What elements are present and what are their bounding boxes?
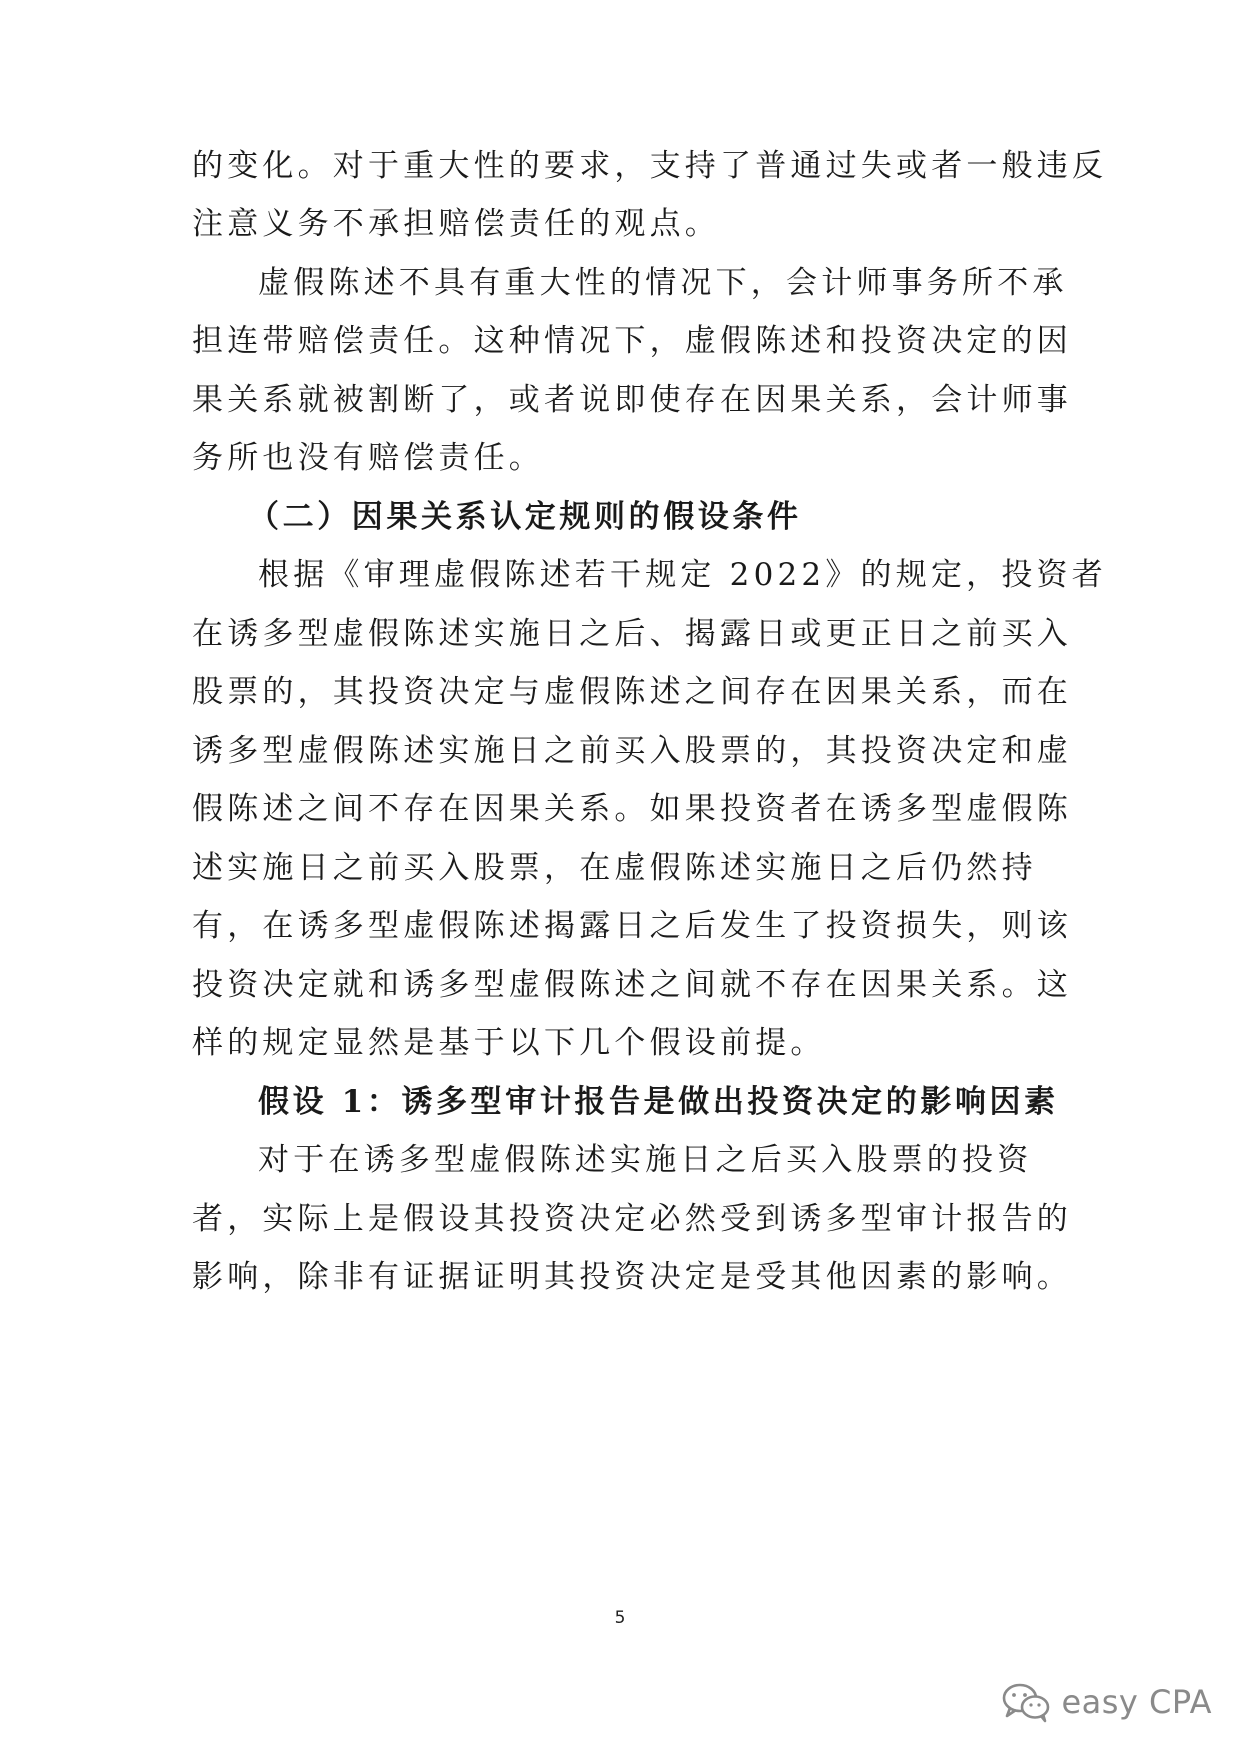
page-number: 5: [614, 1608, 626, 1628]
text-line: 样的规定显然是基于以下几个假设前提。: [192, 1025, 826, 1061]
text-line: 注意义务不承担赔偿责任的观点。: [192, 206, 720, 242]
text-line: 在诱多型虚假陈述实施日之后、揭露日或更正日之前买入: [192, 616, 1072, 652]
wechat-icon: [1001, 1681, 1051, 1723]
text-line: 虚假陈述不具有重大性的情况下，会计师事务所不承: [258, 265, 1068, 301]
assumption-heading: 假设 1：诱多型审计报告是做出投资决定的影响因素: [258, 1084, 1059, 1120]
text-line: 根据《审理虚假陈述若干规定 2022》的规定，投资者: [258, 557, 1107, 593]
text-line: 的变化。对于重大性的要求，支持了普通过失或者一般违反: [192, 148, 1108, 184]
text-line: 投资决定就和诱多型虚假陈述之间就不存在因果关系。这: [192, 967, 1072, 1003]
text-line: 有，在诱多型虚假陈述揭露日之后发生了投资损失，则该: [192, 908, 1072, 944]
text-line: 股票的，其投资决定与虚假陈述之间存在因果关系，而在: [192, 674, 1072, 710]
text-line: 述实施日之前买入股票，在虚假陈述实施日之后仍然持: [192, 850, 1037, 886]
text-line: 影响，除非有证据证明其投资决定是受其他因素的影响。: [192, 1259, 1072, 1295]
section-heading: （二）因果关系认定规则的假设条件: [248, 499, 802, 535]
watermark-text: easy CPA: [1061, 1683, 1212, 1721]
text-line: 担连带赔偿责任。这种情况下，虚假陈述和投资决定的因: [192, 323, 1072, 359]
text-line: 果关系就被割断了，或者说即使存在因果关系，会计师事: [192, 382, 1072, 418]
text-line: 务所也没有赔偿责任。: [192, 440, 544, 476]
text-line: 对于在诱多型虚假陈述实施日之后买入股票的投资: [258, 1142, 1033, 1178]
text-line: 者，实际上是假设其投资决定必然受到诱多型审计报告的: [192, 1201, 1072, 1237]
text-line: 假陈述之间不存在因果关系。如果投资者在诱多型虚假陈: [192, 791, 1072, 827]
text-line: 诱多型虚假陈述实施日之前买入股票的，其投资决定和虚: [192, 733, 1072, 769]
watermark: [1001, 1680, 1212, 1724]
